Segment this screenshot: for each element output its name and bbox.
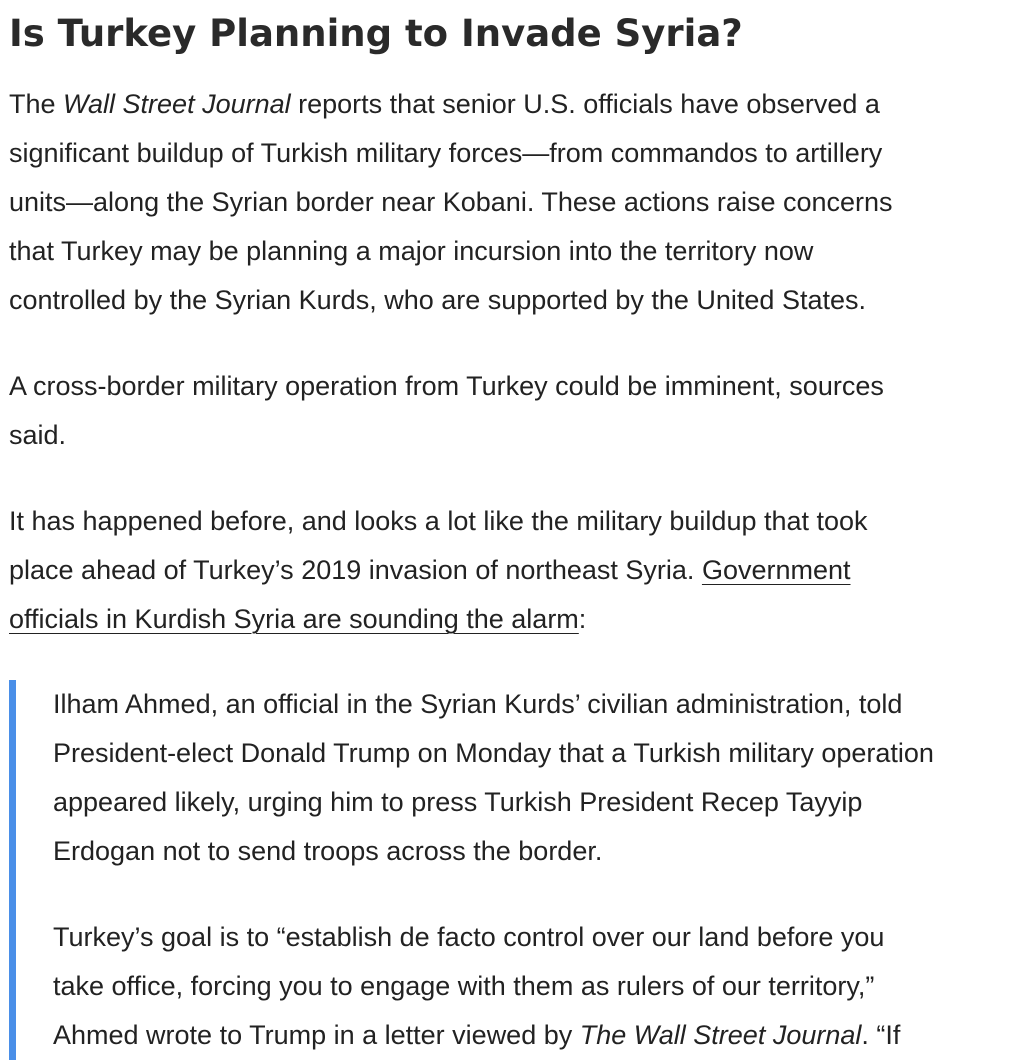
blockquote	[9, 680, 1034, 1060]
paragraph-line	[9, 80, 893, 129]
text-span: place ahead of Turkey’s 2019 invasion of northeast Syria.	[9, 555, 702, 585]
text-span: reports that senior U.S. officials have observed a	[290, 89, 880, 119]
paragraph-line	[9, 546, 868, 595]
paragraph-wsj-report	[9, 80, 893, 325]
officials-alarm-link-continued[interactable]: officials in Kurdish Syria are sounding the alarm	[9, 604, 579, 634]
quote-line: take office, forcing you to engage with them as rulers of our territory,”	[53, 971, 875, 1001]
paragraph-line: that Turkey may be planning a major incursion into the territory now	[9, 236, 814, 266]
officials-alarm-link[interactable]: Government	[701, 555, 851, 585]
paragraph-imminent-operation	[9, 362, 884, 460]
publication-name: The Wall Street Journal	[579, 1020, 862, 1050]
text-span: . “If	[861, 1020, 901, 1050]
paragraph-line: controlled by the Syrian Kurds, who are supported by the United States.	[9, 285, 866, 315]
publication-name: Wall Street Journal	[63, 89, 291, 119]
quote-line: Turkey’s goal is to “establish de facto control over our land before you	[53, 922, 885, 952]
quote-line: President-elect Donald Trump on Monday that a Turkish military operation	[53, 738, 934, 768]
text-span: Ahmed wrote to Trump in a letter viewed by	[53, 1020, 580, 1050]
paragraph-happened-before	[9, 497, 868, 644]
quote-line	[53, 1011, 900, 1060]
paragraph-line	[9, 595, 868, 644]
text-span: :	[578, 604, 587, 634]
text-span: The	[9, 89, 64, 119]
paragraph-line: significant buildup of Turkish military forces—from commandos to artillery	[9, 138, 883, 168]
quote-paragraph-ahmed	[53, 680, 934, 876]
blockquote-accent-bar	[9, 680, 16, 1060]
quote-line: Erdogan not to send troops across the border.	[53, 836, 603, 866]
paragraph-line: It has happened before, and looks a lot like the military buildup that took	[9, 506, 868, 536]
article-title: Is Turkey Planning to Invade Syria?	[9, 12, 743, 55]
paragraph-line: units—along the Syrian border near Kobani. These actions raise concerns	[9, 187, 893, 217]
quote-paragraph-turkey-goal	[53, 913, 900, 1060]
paragraph-line: said.	[9, 420, 67, 450]
paragraph-line: A cross-border military operation from Turkey could be imminent, sources	[9, 371, 884, 401]
quote-line: appeared likely, urging him to press Turkish President Recep Tayyip	[53, 787, 863, 817]
quote-line: Ilham Ahmed, an official in the Syrian Kurds’ civilian administration, told	[53, 689, 903, 719]
